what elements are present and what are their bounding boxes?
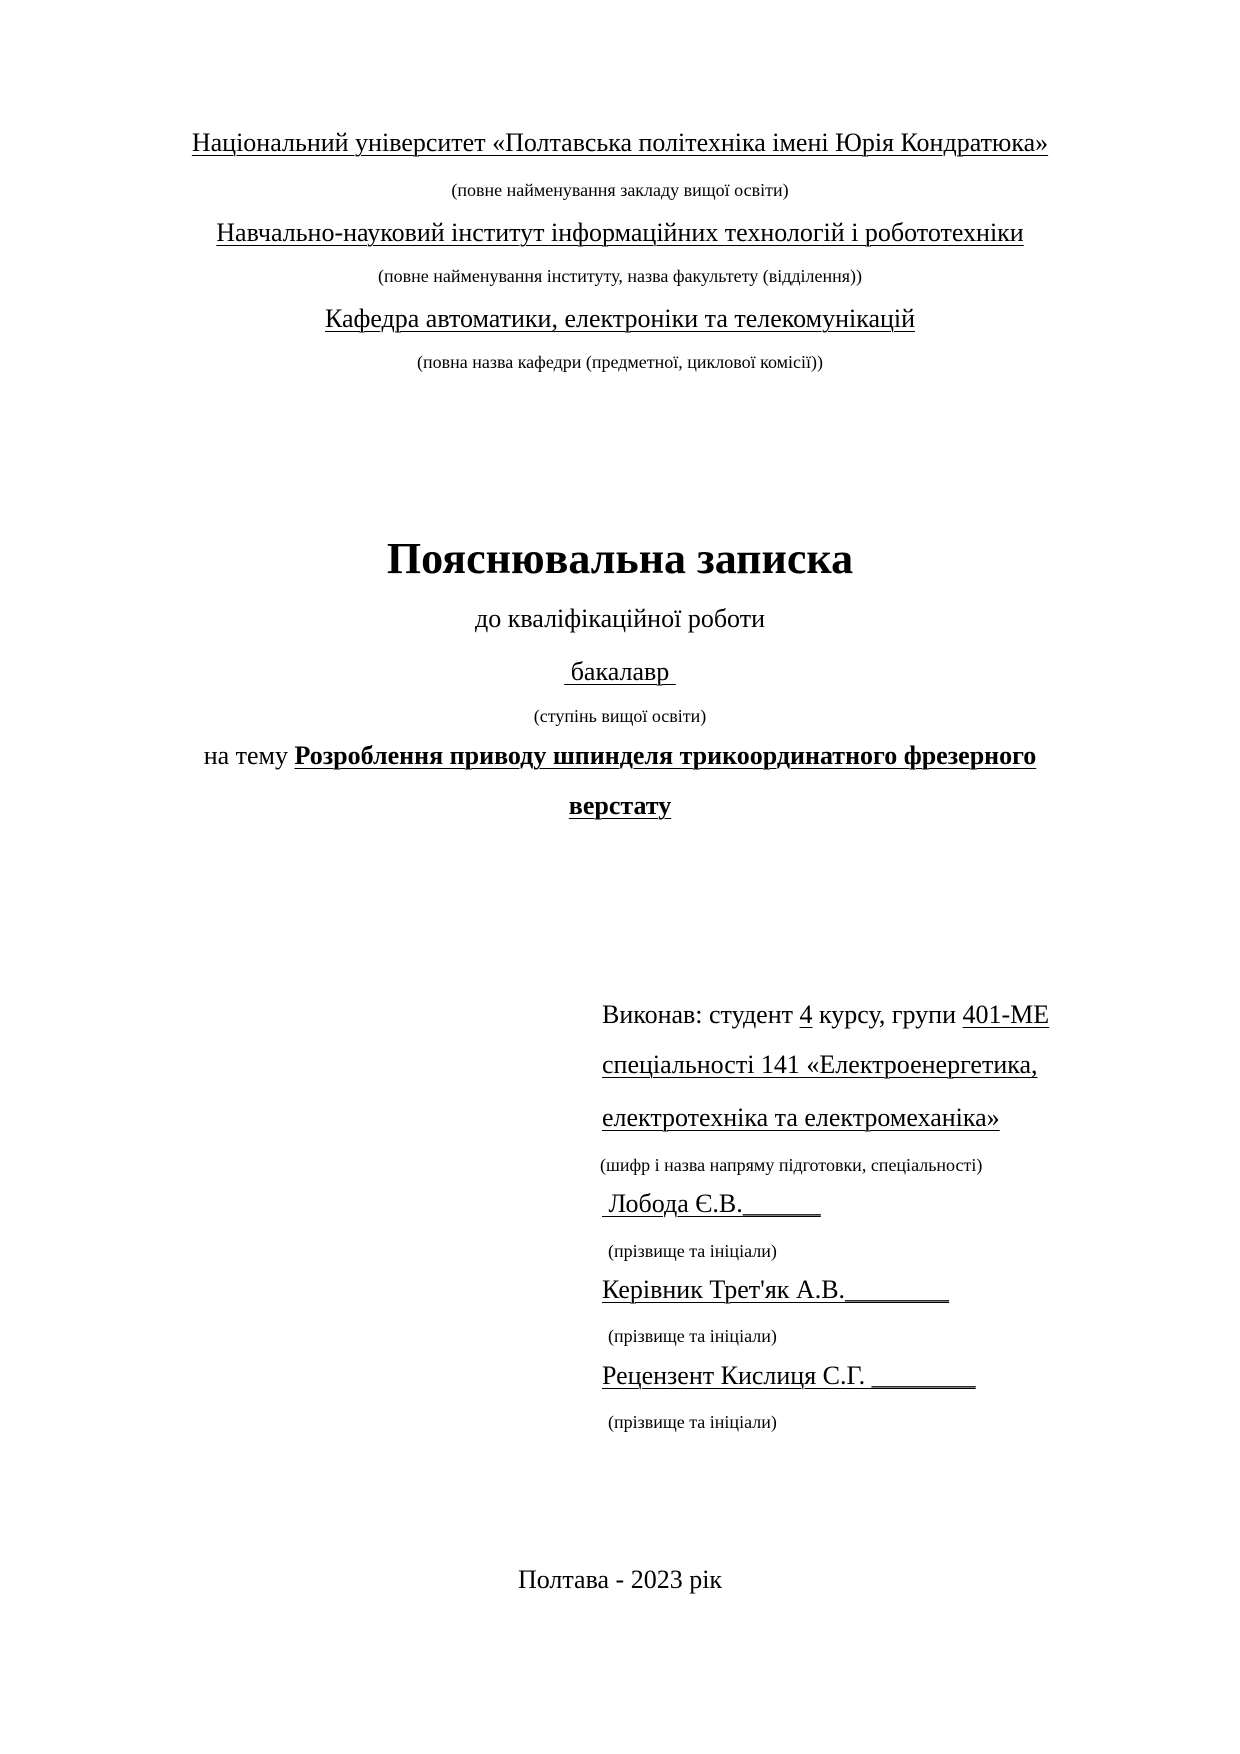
university-line [0,128,1240,158]
reviewer-line [602,1361,976,1391]
specialty-caption: (шифр і назва напряму підготовки, спеціальності) [600,1155,983,1175]
student-caption: (прізвище та ініціали) [608,1241,777,1261]
department-name: Кафедра автоматики, електроніки та телекомунікацій [324,304,916,333]
group-value: 401-МЕ [962,1000,1050,1029]
topic-title-part2: верстату [568,791,672,820]
degree-value: бакалавр [570,657,670,686]
performed-line [602,1000,1049,1030]
course-label: курсу, групи [819,1000,957,1029]
topic-line-2 [0,791,1240,821]
topic-line-1 [0,741,1240,771]
supervisor-line [602,1275,949,1305]
course-value: 4 [799,1000,813,1029]
document-subtitle: до кваліфікаційної роботи [475,604,765,633]
reviewer-name: Рецензент Кислиця С.Г. ________ [602,1361,976,1390]
supervisor-name: Керівник Трет'як А.В.________ [602,1275,950,1304]
department-line [0,304,1240,334]
degree-caption: (ступінь вищої освіти) [533,706,707,726]
document-title: Пояснювальна записка [386,534,854,583]
reviewer-caption: (прізвище та ініціали) [608,1412,777,1432]
specialty-part2: електротехніка та електромеханіка» [602,1103,1000,1132]
department-caption: (повна назва кафедри (предметної, циклової комісії)) [416,352,824,372]
topic-title-part1: Розроблення приводу шпинделя трикоординатного фрезерного [294,741,1037,770]
degree-line [0,657,1240,687]
university-name: Національний університет «Полтавська політехніка імені Юрія Кондратюка» [191,128,1049,157]
institute-line [0,218,1240,248]
specialty-part1: спеціальності 141 «Електроенергетика, [602,1050,1038,1079]
institute-name: Навчально-науковий інститут інформаційних технологій і робототехніки [216,218,1024,247]
institute-caption: (повне найменування інституту, назва факультету (відділення)) [377,266,863,286]
supervisor-caption: (прізвище та ініціали) [608,1326,777,1346]
student-name: Лобода Є.В.______ [608,1189,821,1218]
specialty-line-1 [602,1050,1038,1080]
specialty-line-2 [602,1103,1000,1133]
performed-label: Виконав: студент [602,1000,793,1029]
university-caption: (повне найменування закладу вищої освіти) [451,180,789,200]
student-line [602,1189,821,1219]
topic-prefix: на тему [203,741,288,770]
city-year: Полтава - 2023 рік [517,1565,723,1594]
